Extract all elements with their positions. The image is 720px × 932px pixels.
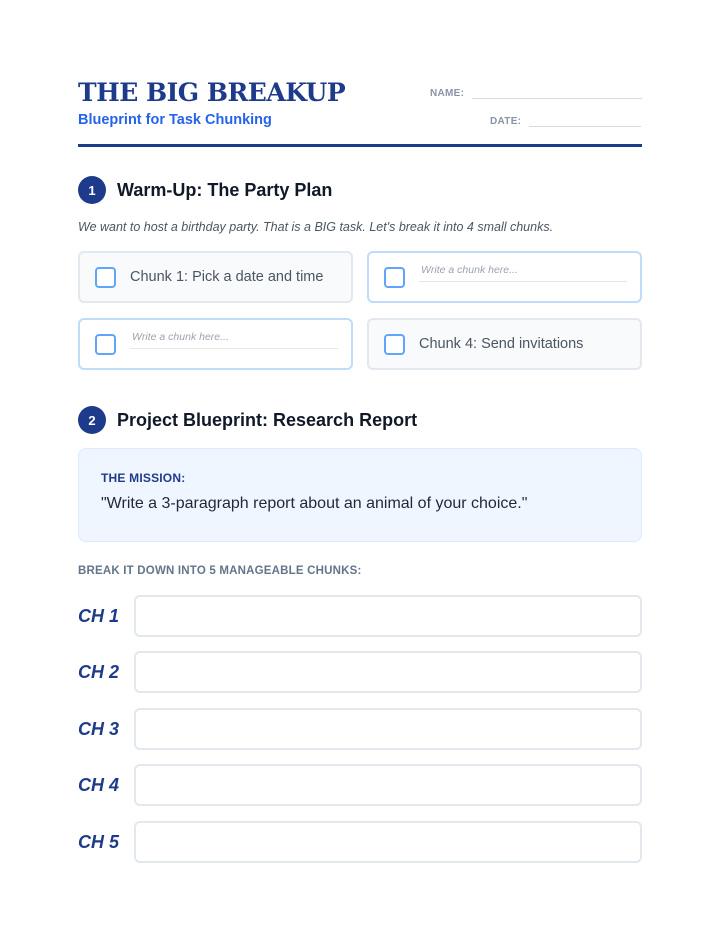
name-field	[430, 83, 642, 99]
mission-text: "Write a 3-paragraph report about an animal of your choice."	[101, 495, 528, 512]
chunk-card-3	[78, 318, 353, 370]
section-1-heading	[78, 176, 332, 204]
breakdown-label: BREAK IT DOWN INTO 5 MANAGEABLE CHUNKS:	[78, 565, 362, 577]
chunk-row-input-5[interactable]	[134, 821, 642, 863]
section-2-heading	[78, 406, 417, 434]
section-1-title: Warm-Up: The Party Plan	[117, 179, 333, 200]
chunk-row-input-1[interactable]	[134, 595, 642, 637]
chunk-3-checkbox[interactable]	[95, 334, 116, 355]
date-field	[490, 111, 641, 127]
chunk-1-checkbox[interactable]	[95, 267, 116, 288]
chunk-row-input-4[interactable]	[134, 764, 642, 806]
chunk-row-3	[78, 708, 642, 750]
chunk-row-input-2[interactable]	[134, 651, 642, 693]
date-label: DATE:	[490, 116, 522, 127]
chunk-row-label: CH 5	[78, 831, 120, 852]
chunk-2-checkbox[interactable]	[384, 267, 405, 288]
chunk-4-text: Chunk 4: Send invitations	[419, 336, 584, 352]
name-line[interactable]	[472, 83, 642, 99]
chunk-card-1	[78, 251, 353, 303]
page-subtitle: Blueprint for Task Chunking	[78, 112, 272, 128]
chunk-row-input-3[interactable]	[134, 708, 642, 750]
date-line[interactable]	[529, 111, 641, 127]
chunk-row-4	[78, 764, 642, 806]
chunk-3-input[interactable]	[130, 331, 338, 349]
chunk-card-2	[367, 251, 642, 303]
section-2-title: Project Blueprint: Research Report	[117, 409, 418, 430]
chunk-1-text: Chunk 1: Pick a date and time	[130, 269, 324, 285]
chunk-row-2	[78, 651, 642, 693]
chunk-4-checkbox[interactable]	[384, 334, 405, 355]
page-title: THE BIG BREAKUP	[78, 78, 346, 107]
mission-box	[78, 448, 642, 542]
chunk-row-1	[78, 595, 642, 637]
chunk-row-label: CH 3	[78, 718, 120, 739]
section-1-intro: We want to host a birthday party. That is a BIG task. Let's break it into 4 small chunks.	[78, 220, 554, 234]
step-badge-2: 2	[78, 406, 106, 434]
header-divider	[78, 144, 642, 147]
chunk-row-5	[78, 821, 642, 863]
mission-label: THE MISSION:	[101, 471, 186, 485]
chunk-card-4	[367, 318, 642, 370]
worksheet-header	[78, 78, 642, 148]
chunk-row-label: CH 4	[78, 774, 120, 795]
chunk-row-label: CH 1	[78, 605, 120, 626]
step-badge-1: 1	[78, 176, 106, 204]
chunk-row-label: CH 2	[78, 661, 120, 682]
chunk-2-input[interactable]	[419, 264, 627, 282]
name-label: NAME:	[430, 88, 465, 99]
